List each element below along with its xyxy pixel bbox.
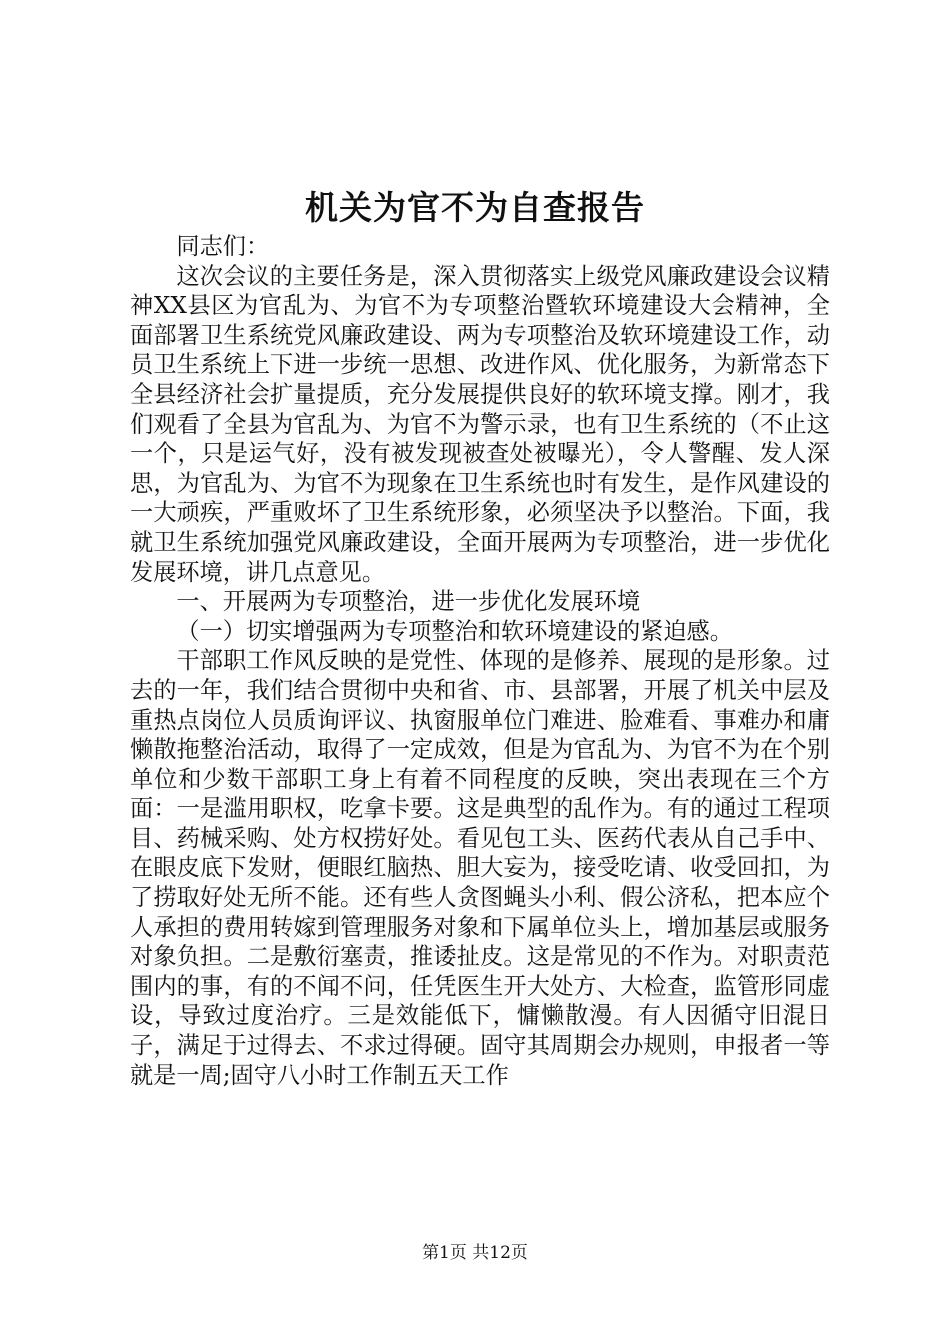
body-paragraph: 干部职工作风反映的是党性、体现的是修养、展现的是形象。过去的一年，我们结合贯彻中央和省、市、县部署，开展了机关中层及重热点岗位人员质询评议、执窗服单位门难进、脸难看、事难办和庸懒散拖整治活动，取得了一定成效，但是为官乱为、为官不为在个别单位和少数干部职工身上有着不同程度的反映，突出表现在三个方面：一是滥用职权，吃拿卡要。这是典型的乱作为。有的通过工程项目、药械采购、处方权捞好处。看见包工头、医药代表从自己手中、在眼皮底下发财，便眼红脑热、胆大妄为，接受吃请、收受回扣，为了捞取好处无所不能。还有些人贪图蝇头小利、假公济私，把本应个人承担的费用转嫁到管理服务对象和下属单位头上，增加基层或服务对象负担。二是敷衍塞责，推诿扯皮。这是常见的不作为。对职责范围内的事，有的不闻不问，任凭医生开大处方、大检查，监管形同虚设，导致过度治疗。三是效能低下，慵懒散漫。有人因循守旧混日子，满足于过得去、不求过得硬。固守其周期会办规则，申报者一等就是一周;固守八小时工作制五天工作 (130, 647, 830, 1089)
document-body (130, 232, 830, 1090)
subsection-heading: （一）切实增强两为专项整治和软环境建设的紧迫感。 (176, 617, 733, 645)
section-heading: 一、开展两为专项整治，进一步优化发展环境 (176, 588, 641, 616)
salutation-paragraph: 同志们： (176, 233, 270, 260)
intro-paragraph: 这次会议的主要任务是，深入贯彻落实上级党风廉政建设会议精神XX县区为官乱为、为官不为专项整治暨软环境建设大会精神，全面部署卫生系统党风廉政建设、两为专项整治及软环境建设工作，动员卫生系统上下进一步统一思想、改进作风、优化服务，为新常态下全县经济社会扩量提质，充分发展提供良好的软环境支撑。刚才，我们观看了全县为官乱为、为官不为警示录，也有卫生系统的（不止这一个，只是运气好，没有被发现被查处被曝光），令人警醒、发人深思，为官乱为、为官不为现象在卫生系统也时有发生，是作风建设的一大顽疾，严重败坏了卫生系统形象，必须坚决予以整治。下面，我就卫生系统加强党风廉政建设，全面开展两为专项整治，进一步优化发展环境，讲几点意见。 (130, 262, 830, 586)
document-title: 机关为官不为自查报告 (305, 188, 645, 227)
page-number-footer: 第1页 共12页 (422, 1243, 528, 1263)
